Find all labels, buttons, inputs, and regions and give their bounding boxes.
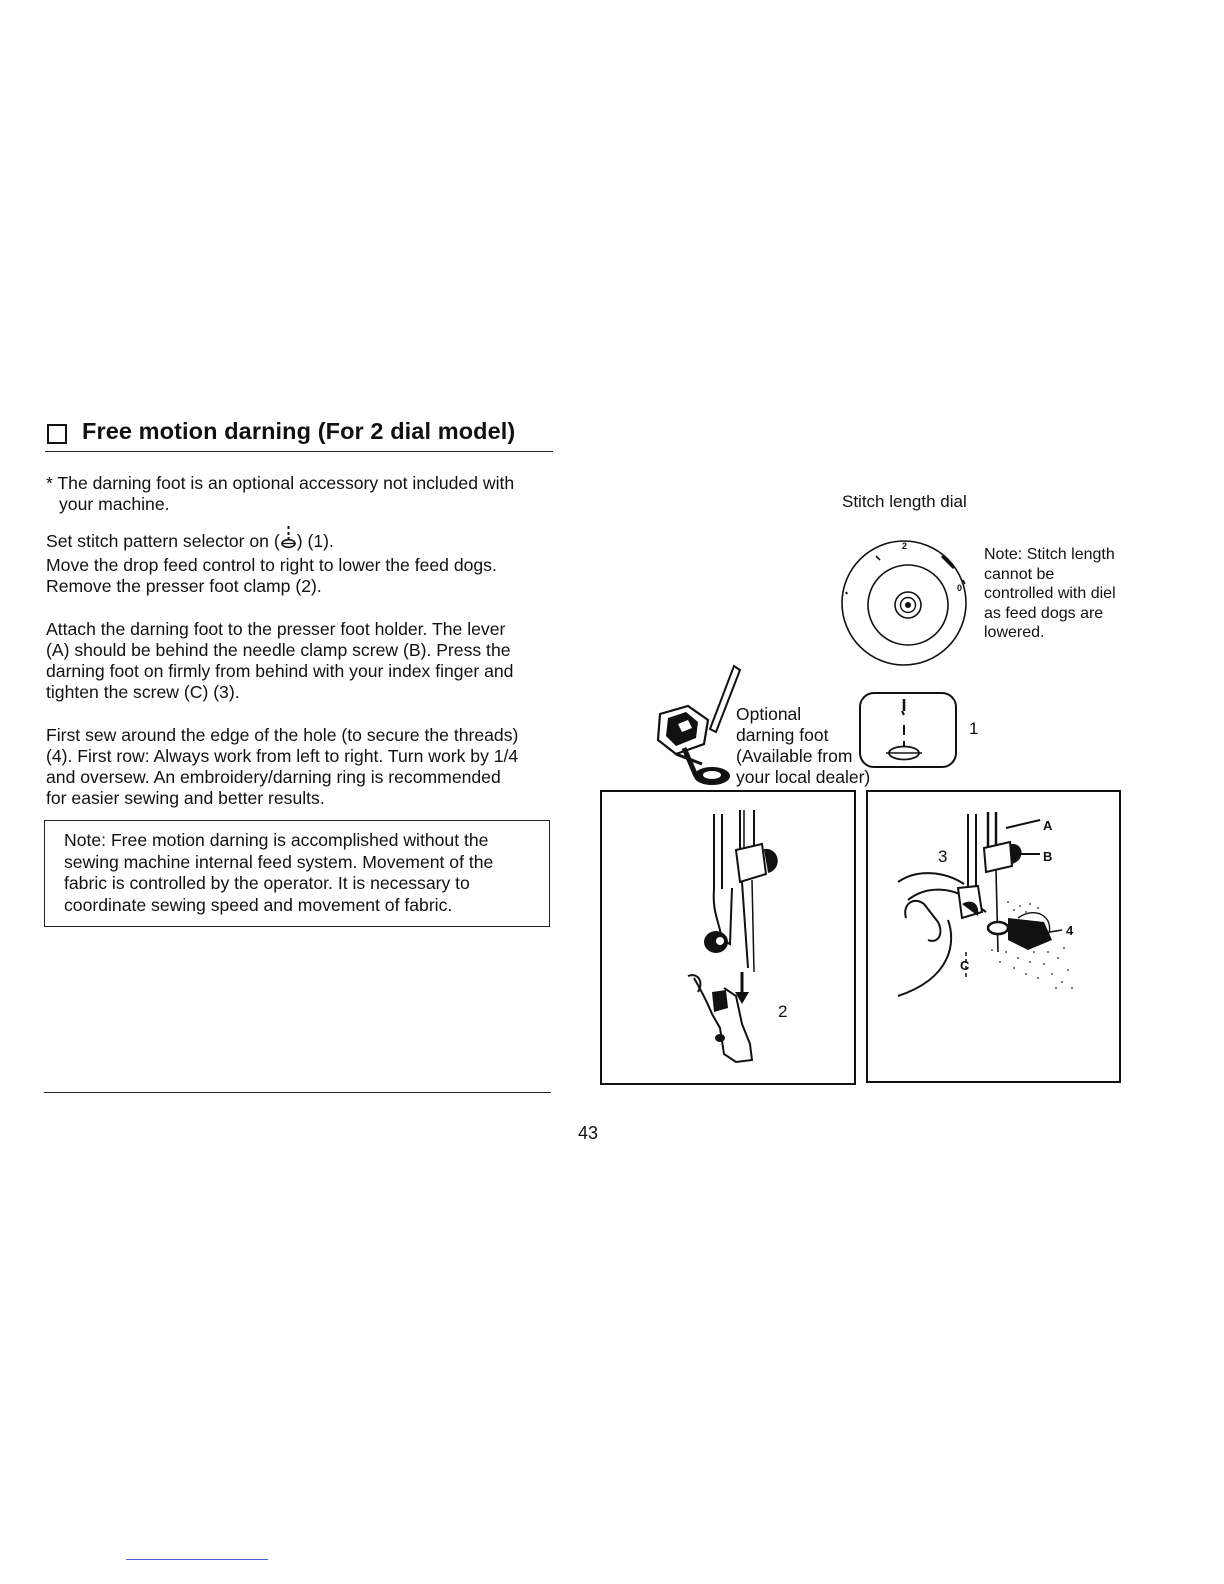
section-title: Free motion darning (For 2 dial model) [82, 418, 516, 444]
darning-foot-icon [654, 662, 746, 792]
attach-text-line2: (A) should be behind the needle clamp screw (B). Press the [46, 640, 511, 660]
bottom-divider [44, 1092, 551, 1093]
attach-text-line4: tighten the screw (C) (3). [46, 682, 240, 702]
stitch-selector-symbol-icon [858, 691, 958, 769]
callout-1: 1 [969, 719, 979, 738]
presser-foot-removal-figure [602, 792, 854, 1083]
page-number: 43 [577, 1123, 599, 1143]
stitch-length-dial-icon [838, 536, 970, 670]
operator-note-text: Note: Free motion darning is accomplished without the sewing machine internal feed system. Movement of the fabric is controlled by the operator. It is necessary to coordinate sewing speed and movement of fabric. [64, 830, 494, 915]
sew-text-line4: for easier sewing and better results. [46, 788, 325, 808]
operator-note-box [44, 820, 550, 927]
attach-text-line1: Attach the darning foot to the presser foot holder. The lever [46, 619, 506, 639]
callout-C: C [960, 958, 970, 973]
stitch-length-note: Note: Stitch length cannot be controlled with diel as feed dogs are lowered. [984, 546, 1116, 642]
attach-text-line3: darning foot on firmly from behind with your index finger and [46, 661, 514, 681]
optional-darning-foot-label: Optional darning foot (Available from your local dealer) [736, 704, 871, 787]
dial-mark-0: 0 [957, 583, 963, 593]
callout-2: 2 [778, 1002, 788, 1021]
straight-stitch-symbol-icon [280, 529, 297, 551]
sew-text-line3: and oversew. An embroidery/darning ring is recommended [46, 767, 501, 787]
sew-text-line1: First sew around the edge of the hole (to secure the threads) [46, 725, 519, 745]
move-drop-feed-text: Move the drop feed control to right to lower the feed dogs. [46, 555, 497, 575]
section-heading [45, 417, 553, 452]
remove-clamp-text: Remove the presser foot clamp (2). [46, 576, 322, 596]
callout-B: B [1043, 849, 1053, 864]
callout-4: 4 [1066, 923, 1074, 938]
optional-accessory-note-line2: your machine. [59, 494, 170, 514]
optional-accessory-note-line1: * The darning foot is an optional accessory not included with [46, 473, 515, 493]
set-selector-prefix: Set stitch pattern selector on ( [46, 531, 280, 551]
dial-mark-2: 2 [902, 541, 908, 551]
set-selector-suffix: ) (1). [296, 531, 334, 551]
darning-sewing-figure [868, 792, 1119, 1081]
stitch-length-dial-label: Stitch length dial [842, 492, 967, 511]
sew-text-line2: (4). First row: Always work from left to right. Turn work by 1/4 [46, 746, 519, 766]
set-selector-line [46, 529, 334, 552]
footer-rule [126, 1559, 268, 1560]
callout-A: A [1043, 818, 1053, 833]
checkbox-icon [47, 424, 67, 444]
callout-3: 3 [938, 847, 948, 866]
